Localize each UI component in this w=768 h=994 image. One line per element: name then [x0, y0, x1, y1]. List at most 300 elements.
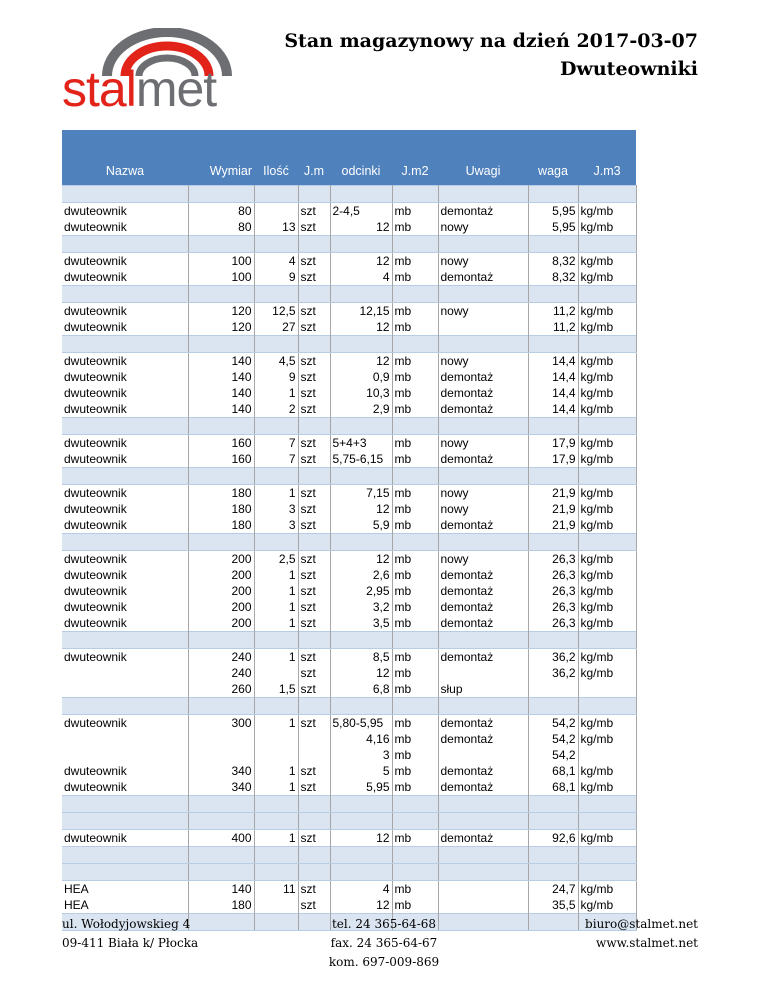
cell-odcinki: 8,5: [330, 649, 392, 666]
cell-jm: szt: [298, 501, 330, 517]
cell-jm3: kg/mb: [578, 615, 636, 632]
table-row: [62, 649, 636, 666]
cell-uwagi: demontaż: [438, 269, 528, 286]
cell-uwagi: demontaż: [438, 385, 528, 401]
cell-jm3: kg/mb: [578, 599, 636, 615]
cell-uwagi: demontaż: [438, 763, 528, 779]
cell-nazwa: HEA: [62, 897, 188, 914]
cell-jm: szt: [298, 203, 330, 220]
cell-jm2: mb: [392, 881, 438, 898]
cell-jm3: kg/mb: [578, 779, 636, 796]
cell-nazwa: dwuteownik: [62, 583, 188, 599]
cell-uwagi: demontaż: [438, 369, 528, 385]
cell-waga: 17,9: [528, 451, 578, 468]
cell-jm3: kg/mb: [578, 763, 636, 779]
cell-ilosc: 13: [254, 219, 298, 236]
cell-jm2: mb: [392, 303, 438, 320]
cell-jm: szt: [298, 665, 330, 681]
cell-uwagi: demontaż: [438, 779, 528, 796]
cell-ilosc: 27: [254, 319, 298, 336]
table-row: [62, 567, 636, 583]
cell-waga: 5,95: [528, 203, 578, 220]
cell-ilosc: [254, 665, 298, 681]
cell-jm2: mb: [392, 897, 438, 914]
cell-jm2: mb: [392, 435, 438, 452]
cell-jm2: mb: [392, 353, 438, 370]
cell-wymiar: 400: [188, 830, 254, 847]
separator-row: [62, 632, 636, 649]
cell-odcinki: 4,16: [330, 731, 392, 747]
col-header-ilosc: Ilość: [254, 157, 298, 186]
cell-wymiar: 180: [188, 897, 254, 914]
cell-jm: szt: [298, 615, 330, 632]
cell-jm: szt: [298, 881, 330, 898]
cell-wymiar: 100: [188, 253, 254, 270]
cell-waga: 14,4: [528, 385, 578, 401]
cell-nazwa: dwuteownik: [62, 319, 188, 336]
cell-odcinki: 7,15: [330, 485, 392, 502]
cell-uwagi: nowy: [438, 219, 528, 236]
cell-waga: 8,32: [528, 253, 578, 270]
cell-wymiar: [188, 731, 254, 747]
cell-uwagi: demontaż: [438, 830, 528, 847]
cell-wymiar: 200: [188, 599, 254, 615]
footer-contact: [585, 915, 698, 953]
cell-jm2: mb: [392, 830, 438, 847]
col-header-wymiar: Wymiar: [188, 157, 254, 186]
logo-wordmark: [62, 61, 217, 117]
cell-uwagi: nowy: [438, 303, 528, 320]
cell-nazwa: dwuteownik: [62, 485, 188, 502]
cell-wymiar: 240: [188, 649, 254, 666]
cell-uwagi: demontaż: [438, 599, 528, 615]
cell-jm3: kg/mb: [578, 353, 636, 370]
cell-uwagi: demontaż: [438, 517, 528, 534]
cell-jm3: kg/mb: [578, 435, 636, 452]
cell-wymiar: 200: [188, 615, 254, 632]
cell-odcinki: 4: [330, 269, 392, 286]
cell-jm3: kg/mb: [578, 203, 636, 220]
cell-ilosc: [254, 897, 298, 914]
cell-ilosc: [254, 203, 298, 220]
cell-uwagi: nowy: [438, 501, 528, 517]
cell-ilosc: 1: [254, 583, 298, 599]
cell-waga: 36,2: [528, 665, 578, 681]
col-header-jm: J.m: [298, 157, 330, 186]
cell-jm: szt: [298, 253, 330, 270]
cell-ilosc: 1,5: [254, 681, 298, 698]
cell-odcinki: 12: [330, 551, 392, 568]
cell-waga: 36,2: [528, 649, 578, 666]
table-row: [62, 253, 636, 270]
cell-jm2: mb: [392, 269, 438, 286]
cell-waga: 21,9: [528, 517, 578, 534]
cell-odcinki: 0,9: [330, 369, 392, 385]
cell-nazwa: [62, 747, 188, 763]
cell-odcinki: 5,75-6,15: [330, 451, 392, 468]
cell-nazwa: dwuteownik: [62, 219, 188, 236]
cell-waga: 54,2: [528, 747, 578, 763]
cell-uwagi: [438, 897, 528, 914]
separator-row: [62, 698, 636, 715]
cell-waga: 68,1: [528, 763, 578, 779]
cell-nazwa: dwuteownik: [62, 303, 188, 320]
cell-nazwa: dwuteownik: [62, 830, 188, 847]
footer-fax: fax. 24 365-64-67: [330, 936, 438, 950]
cell-uwagi: demontaż: [438, 731, 528, 747]
cell-uwagi: demontaż: [438, 567, 528, 583]
cell-nazwa: dwuteownik: [62, 353, 188, 370]
cell-jm2: mb: [392, 485, 438, 502]
cell-wymiar: 80: [188, 219, 254, 236]
separator-row: [62, 418, 636, 435]
cell-jm2: mb: [392, 203, 438, 220]
cell-waga: 26,3: [528, 599, 578, 615]
table-row: [62, 501, 636, 517]
cell-ilosc: [254, 731, 298, 747]
cell-jm3: kg/mb: [578, 269, 636, 286]
cell-ilosc: 1: [254, 649, 298, 666]
cell-wymiar: 240: [188, 665, 254, 681]
cell-ilosc: 1: [254, 485, 298, 502]
cell-jm2: mb: [392, 551, 438, 568]
col-header-uwagi: Uwagi: [438, 157, 528, 186]
cell-ilosc: 1: [254, 715, 298, 732]
cell-waga: 26,3: [528, 551, 578, 568]
table-row: [62, 369, 636, 385]
footer-email[interactable]: biuro@stalmet.net: [585, 917, 698, 931]
cell-jm3: kg/mb: [578, 485, 636, 502]
cell-uwagi: demontaż: [438, 649, 528, 666]
cell-waga: 11,2: [528, 319, 578, 336]
cell-jm2: mb: [392, 567, 438, 583]
cell-jm: szt: [298, 219, 330, 236]
cell-nazwa: dwuteownik: [62, 517, 188, 534]
cell-jm: szt: [298, 681, 330, 698]
cell-wymiar: 120: [188, 319, 254, 336]
cell-odcinki: 6,8: [330, 681, 392, 698]
cell-nazwa: dwuteownik: [62, 401, 188, 418]
cell-nazwa: HEA: [62, 881, 188, 898]
cell-wymiar: 180: [188, 517, 254, 534]
cell-nazwa: [62, 731, 188, 747]
cell-waga: 68,1: [528, 779, 578, 796]
cell-nazwa: dwuteownik: [62, 501, 188, 517]
cell-jm3: kg/mb: [578, 385, 636, 401]
cell-jm2: mb: [392, 779, 438, 796]
cell-jm: szt: [298, 763, 330, 779]
cell-jm3: kg/mb: [578, 451, 636, 468]
cell-jm3: [578, 681, 636, 698]
cell-odcinki: 12: [330, 219, 392, 236]
cell-odcinki: 2,95: [330, 583, 392, 599]
cell-jm3: kg/mb: [578, 897, 636, 914]
cell-ilosc: 1: [254, 779, 298, 796]
cell-jm: szt: [298, 303, 330, 320]
separator-row: [62, 796, 636, 813]
cell-jm3: kg/mb: [578, 319, 636, 336]
cell-waga: 26,3: [528, 567, 578, 583]
table-row: [62, 747, 636, 763]
cell-waga: 92,6: [528, 830, 578, 847]
cell-jm: szt: [298, 319, 330, 336]
table-row: [62, 401, 636, 418]
stock-table: [62, 130, 637, 931]
cell-nazwa: dwuteownik: [62, 369, 188, 385]
cell-waga: 54,2: [528, 731, 578, 747]
stock-table-body: [62, 186, 636, 931]
cell-jm3: kg/mb: [578, 253, 636, 270]
cell-jm3: kg/mb: [578, 517, 636, 534]
table-row: [62, 779, 636, 796]
separator-row: [62, 813, 636, 830]
cell-jm: szt: [298, 269, 330, 286]
cell-odcinki: 10,3: [330, 385, 392, 401]
footer-www[interactable]: www.stalmet.net: [596, 936, 698, 950]
cell-ilosc: 3: [254, 517, 298, 534]
cell-ilosc: 4,5: [254, 353, 298, 370]
cell-wymiar: 180: [188, 485, 254, 502]
cell-ilosc: 7: [254, 451, 298, 468]
footer-address-line1: ul. Wołodyjowskieg 4: [62, 917, 191, 931]
cell-odcinki: 12,15: [330, 303, 392, 320]
cell-jm3: kg/mb: [578, 219, 636, 236]
cell-odcinki: 5: [330, 763, 392, 779]
cell-waga: 26,3: [528, 615, 578, 632]
cell-uwagi: nowy: [438, 551, 528, 568]
col-header-waga: waga: [528, 157, 578, 186]
cell-jm2: mb: [392, 649, 438, 666]
cell-uwagi: demontaż: [438, 203, 528, 220]
cell-jm3: kg/mb: [578, 567, 636, 583]
cell-wymiar: 260: [188, 681, 254, 698]
cell-ilosc: 3: [254, 501, 298, 517]
cell-jm3: kg/mb: [578, 551, 636, 568]
cell-odcinki: 12: [330, 353, 392, 370]
cell-wymiar: 340: [188, 763, 254, 779]
cell-jm2: mb: [392, 763, 438, 779]
cell-jm2: mb: [392, 665, 438, 681]
cell-jm3: kg/mb: [578, 731, 636, 747]
footer-kom: kom. 697-009-869: [328, 955, 440, 969]
separator-row: [62, 534, 636, 551]
table-row: [62, 830, 636, 847]
cell-odcinki: 3: [330, 747, 392, 763]
cell-ilosc: 1: [254, 385, 298, 401]
table-row: [62, 451, 636, 468]
cell-wymiar: 180: [188, 501, 254, 517]
cell-jm: szt: [298, 485, 330, 502]
cell-odcinki: 2-4,5: [330, 203, 392, 220]
cell-jm: szt: [298, 369, 330, 385]
table-row: [62, 551, 636, 568]
col-header-odcinki: odcinki: [330, 157, 392, 186]
cell-jm: szt: [298, 779, 330, 796]
cell-ilosc: 11: [254, 881, 298, 898]
cell-ilosc: 9: [254, 369, 298, 385]
cell-odcinki: 2,9: [330, 401, 392, 418]
cell-waga: 8,32: [528, 269, 578, 286]
cell-uwagi: demontaż: [438, 715, 528, 732]
table-row: [62, 303, 636, 320]
cell-waga: 5,95: [528, 219, 578, 236]
cell-waga: 14,4: [528, 369, 578, 385]
cell-wymiar: 160: [188, 435, 254, 452]
cell-uwagi: [438, 665, 528, 681]
cell-waga: 21,9: [528, 501, 578, 517]
table-row: [62, 583, 636, 599]
cell-wymiar: 200: [188, 551, 254, 568]
cell-uwagi: [438, 319, 528, 336]
cell-jm2: mb: [392, 517, 438, 534]
cell-jm: szt: [298, 830, 330, 847]
cell-wymiar: 120: [188, 303, 254, 320]
stock-table-wrapper: [62, 130, 636, 931]
table-row: [62, 715, 636, 732]
cell-wymiar: [188, 747, 254, 763]
cell-jm2: mb: [392, 369, 438, 385]
cell-nazwa: dwuteownik: [62, 551, 188, 568]
cell-ilosc: 1: [254, 567, 298, 583]
cell-nazwa: dwuteownik: [62, 451, 188, 468]
cell-jm2: mb: [392, 253, 438, 270]
cell-wymiar: 100: [188, 269, 254, 286]
cell-nazwa: dwuteownik: [62, 599, 188, 615]
cell-odcinki: 5,80-5,95: [330, 715, 392, 732]
cell-jm3: kg/mb: [578, 583, 636, 599]
cell-jm3: [578, 747, 636, 763]
cell-jm2: mb: [392, 747, 438, 763]
cell-uwagi: demontaż: [438, 451, 528, 468]
cell-nazwa: dwuteownik: [62, 203, 188, 220]
table-row: [62, 665, 636, 681]
cell-jm: szt: [298, 451, 330, 468]
cell-uwagi: nowy: [438, 435, 528, 452]
cell-wymiar: 160: [188, 451, 254, 468]
separator-row: [62, 468, 636, 485]
cell-odcinki: 12: [330, 897, 392, 914]
cell-jm: szt: [298, 517, 330, 534]
table-row: [62, 269, 636, 286]
cell-uwagi: słup: [438, 681, 528, 698]
cell-odcinki: 3,5: [330, 615, 392, 632]
cell-nazwa: dwuteownik: [62, 567, 188, 583]
separator-row: [62, 186, 636, 203]
cell-uwagi: [438, 747, 528, 763]
cell-nazwa: dwuteownik: [62, 779, 188, 796]
cell-jm3: kg/mb: [578, 881, 636, 898]
cell-odcinki: 12: [330, 253, 392, 270]
cell-jm: szt: [298, 551, 330, 568]
cell-nazwa: dwuteownik: [62, 763, 188, 779]
footer-address-line2: 09-411 Biała k/ Płocka: [62, 936, 199, 950]
cell-wymiar: 140: [188, 401, 254, 418]
table-row: [62, 385, 636, 401]
table-row: [62, 203, 636, 220]
cell-odcinki: 5,9: [330, 517, 392, 534]
cell-nazwa: [62, 681, 188, 698]
cell-jm: szt: [298, 401, 330, 418]
header-band: [62, 130, 636, 157]
cell-wymiar: 300: [188, 715, 254, 732]
table-row: [62, 881, 636, 898]
table-row: [62, 219, 636, 236]
cell-odcinki: 4: [330, 881, 392, 898]
cell-jm3: kg/mb: [578, 665, 636, 681]
cell-waga: 24,7: [528, 881, 578, 898]
cell-odcinki: 12: [330, 501, 392, 517]
cell-ilosc: 1: [254, 615, 298, 632]
cell-waga: [528, 681, 578, 698]
cell-waga: 26,3: [528, 583, 578, 599]
cell-uwagi: [438, 881, 528, 898]
cell-waga: 54,2: [528, 715, 578, 732]
cell-jm3: kg/mb: [578, 830, 636, 847]
cell-jm2: mb: [392, 385, 438, 401]
cell-nazwa: dwuteownik: [62, 615, 188, 632]
cell-jm2: mb: [392, 451, 438, 468]
table-row: [62, 517, 636, 534]
cell-nazwa: dwuteownik: [62, 253, 188, 270]
cell-jm: szt: [298, 897, 330, 914]
col-header-jm2: J.m2: [392, 157, 438, 186]
cell-jm: szt: [298, 583, 330, 599]
table-row: [62, 681, 636, 698]
col-header-jm3: J.m3: [578, 157, 636, 186]
cell-wymiar: 140: [188, 369, 254, 385]
cell-nazwa: dwuteownik: [62, 385, 188, 401]
table-row: [62, 615, 636, 632]
separator-row: [62, 847, 636, 864]
cell-uwagi: nowy: [438, 353, 528, 370]
cell-ilosc: 2,5: [254, 551, 298, 568]
cell-ilosc: 9: [254, 269, 298, 286]
cell-jm3: kg/mb: [578, 401, 636, 418]
cell-wymiar: 340: [188, 779, 254, 796]
separator-row: [62, 236, 636, 253]
cell-jm: [298, 731, 330, 747]
page-title: Stan magazynowy na dzień 2017-03-07: [284, 30, 698, 52]
cell-ilosc: 1: [254, 599, 298, 615]
cell-nazwa: dwuteownik: [62, 715, 188, 732]
cell-odcinki: 5,95: [330, 779, 392, 796]
cell-waga: 17,9: [528, 435, 578, 452]
cell-jm2: mb: [392, 715, 438, 732]
cell-nazwa: [62, 665, 188, 681]
table-row: [62, 485, 636, 502]
table-row: [62, 763, 636, 779]
cell-jm2: mb: [392, 401, 438, 418]
table-row: [62, 731, 636, 747]
cell-wymiar: 140: [188, 353, 254, 370]
cell-ilosc: 2: [254, 401, 298, 418]
cell-waga: 14,4: [528, 353, 578, 370]
cell-ilosc: 12,5: [254, 303, 298, 320]
cell-jm: szt: [298, 353, 330, 370]
cell-uwagi: demontaż: [438, 583, 528, 599]
table-row: [62, 897, 636, 914]
cell-jm2: mb: [392, 681, 438, 698]
cell-jm2: mb: [392, 615, 438, 632]
cell-jm3: kg/mb: [578, 715, 636, 732]
cell-jm2: mb: [392, 501, 438, 517]
cell-wymiar: 200: [188, 583, 254, 599]
cell-jm2: mb: [392, 599, 438, 615]
cell-jm: szt: [298, 649, 330, 666]
table-row: [62, 319, 636, 336]
cell-waga: 14,4: [528, 401, 578, 418]
cell-ilosc: 4: [254, 253, 298, 270]
